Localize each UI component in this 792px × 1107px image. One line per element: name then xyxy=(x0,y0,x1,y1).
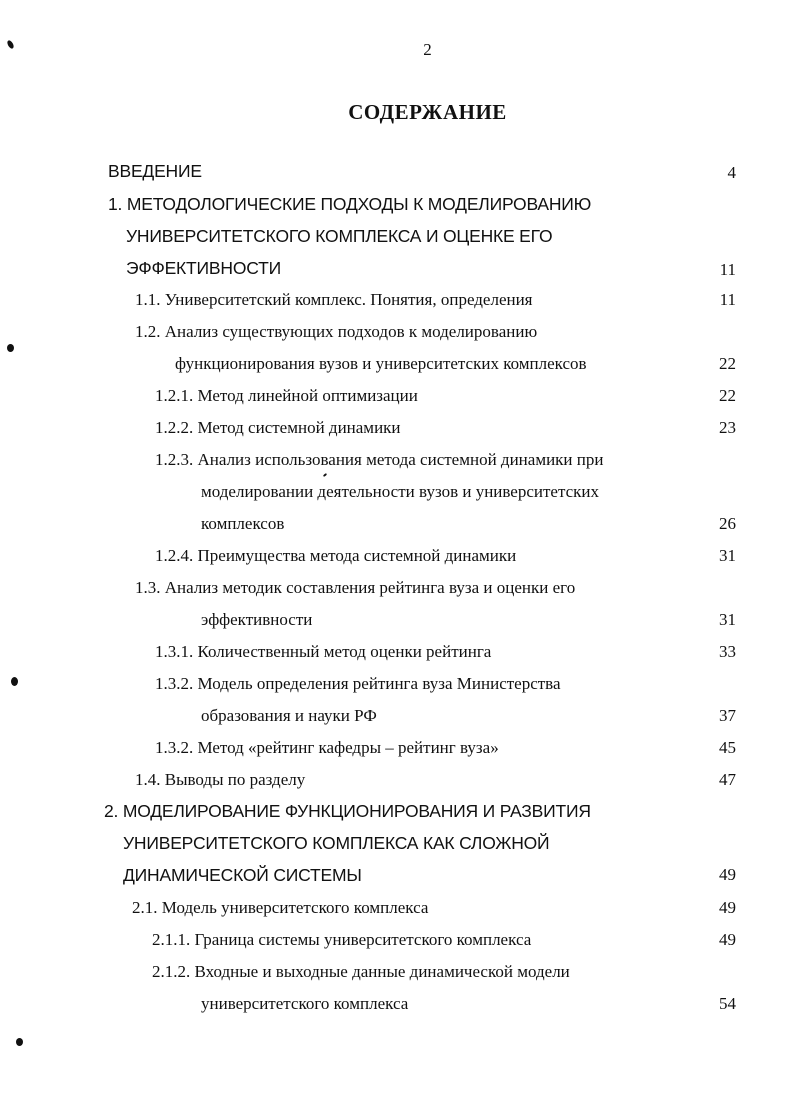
toc-entry-1-2-line2: функционирования вузов и университетских комплексов xyxy=(175,354,587,373)
toc-page-1-2-4: 31 xyxy=(719,546,736,565)
toc-page-2-1-2: 54 xyxy=(719,994,736,1013)
toc-page-1-3-2-b: 45 xyxy=(719,738,736,757)
toc-entry-1-3-line2: эффективности xyxy=(201,610,313,629)
toc-entry-1-2: 1.2. Анализ существующих подходов к моделированию xyxy=(135,322,538,341)
toc-entry-1-2-1: 1.2.1. Метод линейной оптимизации xyxy=(155,386,418,405)
page-title: СОДЕРЖАНИЕ xyxy=(348,100,507,124)
toc-page-1-3: 31 xyxy=(719,610,736,629)
toc-entry-section-1-line2: УНИВЕРСИТЕТСКОГО КОМПЛЕКСА И ОЦЕНКЕ ЕГО xyxy=(126,226,553,246)
scan-speck xyxy=(323,473,327,477)
toc-page-1-4: 47 xyxy=(719,770,736,789)
toc-entry-section-1: 1. МЕТОДОЛОГИЧЕСКИЕ ПОДХОДЫ К МОДЕЛИРОВАНИЮ xyxy=(108,194,592,214)
toc-page-1-1: 11 xyxy=(719,290,736,309)
toc-page-1-2-3: 26 xyxy=(719,514,736,533)
toc-page-intro: 4 xyxy=(727,163,736,182)
scan-speck xyxy=(7,344,14,352)
toc-page-1-2: 22 xyxy=(719,354,736,373)
toc-entry-1-1: 1.1. Университетский комплекс. Понятия, определения xyxy=(135,290,533,309)
toc-entry-section-1-line3: ЭФФЕКТИВНОСТИ xyxy=(126,258,281,278)
toc-entry-1-2-3: 1.2.3. Анализ использования метода системной динамики при xyxy=(155,450,604,469)
scan-speck xyxy=(16,1038,23,1046)
toc-page-1-3-1: 33 xyxy=(719,642,736,661)
toc-entry-1-3-1: 1.3.1. Количественный метод оценки рейтинга xyxy=(155,642,492,661)
toc-page-2-1: 49 xyxy=(719,898,736,917)
toc-entry-1-2-3-line2: моделировании деятельности вузов и университетских xyxy=(201,482,600,501)
toc-entry-2-1: 2.1. Модель университетского комплекса xyxy=(132,898,429,917)
toc-entry-intro: ВВЕДЕНИЕ xyxy=(108,161,202,181)
toc-entry-1-3-2-line2: образования и науки РФ xyxy=(201,706,377,725)
toc-entry-1-3: 1.3. Анализ методик составления рейтинга вуза и оценки его xyxy=(135,578,576,597)
toc-page-1-3-2: 37 xyxy=(719,706,736,725)
toc-entry-1-2-4: 1.2.4. Преимущества метода системной динамики xyxy=(155,546,517,565)
toc-entry-1-2-2: 1.2.2. Метод системной динамики xyxy=(155,418,401,437)
toc-entry-section-2: 2. МОДЕЛИРОВАНИЕ ФУНКЦИОНИРОВАНИЯ И РАЗВИТИЯ xyxy=(104,801,591,821)
toc-page-1-2-1: 22 xyxy=(719,386,736,405)
toc-page-1-2-2: 23 xyxy=(719,418,736,437)
toc-entry-1-4: 1.4. Выводы по разделу xyxy=(135,770,306,789)
toc-entry-section-2-line2: УНИВЕРСИТЕТСКОГО КОМПЛЕКСА КАК СЛОЖНОЙ xyxy=(123,833,550,853)
page-number: 2 xyxy=(423,40,432,59)
toc-entry-1-3-2-b: 1.3.2. Метод «рейтинг кафедры – рейтинг вуза» xyxy=(155,738,499,757)
toc-entry-1-2-3-line3: комплексов xyxy=(201,514,285,533)
toc-entry-1-3-2: 1.3.2. Модель определения рейтинга вуза Министерства xyxy=(155,674,561,693)
toc-entry-2-1-1: 2.1.1. Граница системы университетского комплекса xyxy=(152,930,532,949)
scan-speck xyxy=(11,677,18,686)
toc-entry-2-1-2-line2: университетского комплекса xyxy=(201,994,409,1013)
toc-entry-section-2-line3: ДИНАМИЧЕСКОЙ СИСТЕМЫ xyxy=(123,865,362,885)
toc-page-2-1-1: 49 xyxy=(719,930,736,949)
toc-entry-2-1-2: 2.1.2. Входные и выходные данные динамической модели xyxy=(152,962,570,981)
toc-page-section-1: 11 xyxy=(719,260,736,279)
toc-page-section-2: 49 xyxy=(719,865,736,884)
